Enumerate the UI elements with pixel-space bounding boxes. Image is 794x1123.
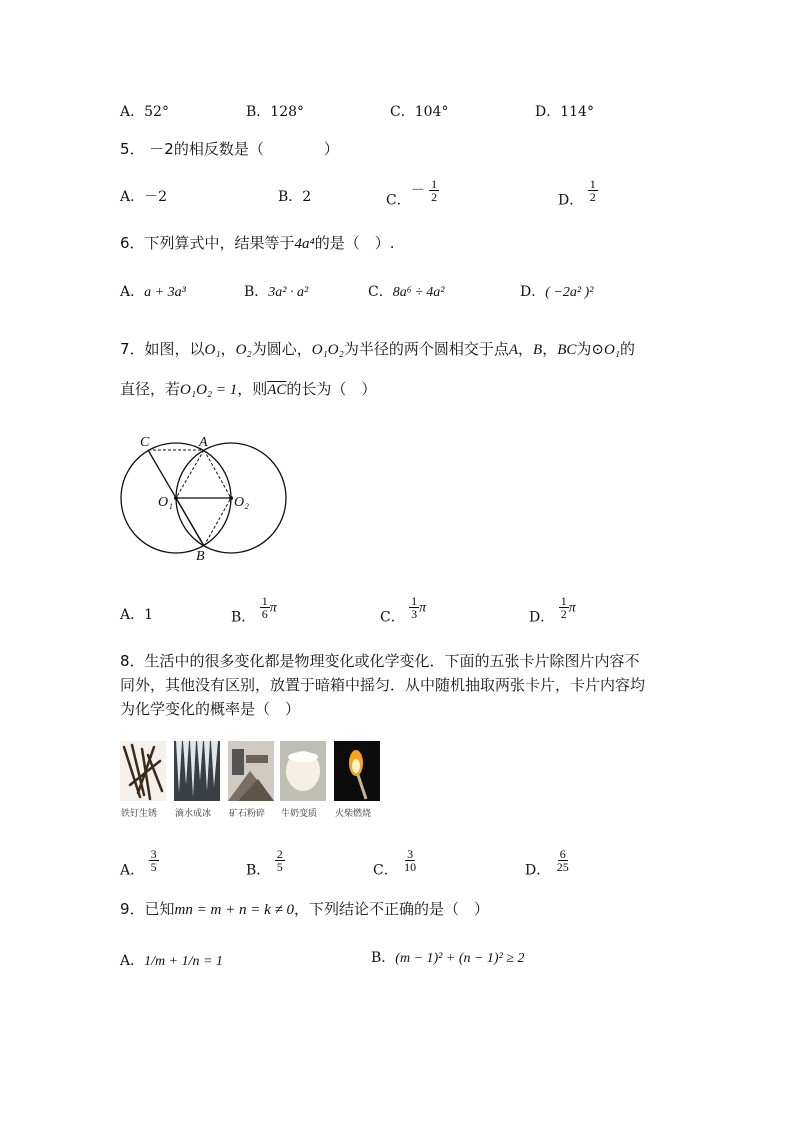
card-caption-4: 牛奶变质 bbox=[281, 809, 318, 819]
q8-stem-line3: 为化学变化的概率是（ ） bbox=[120, 700, 301, 718]
q5-option-d: D． $\frac{1}{2}$ bbox=[558, 177, 596, 209]
dashed-ao2 bbox=[204, 450, 231, 498]
q4-option-b: B．128° bbox=[246, 104, 305, 120]
q5-option-a: A．－2 bbox=[120, 189, 168, 205]
q7-option-c: C． $\frac{1}{3}$ π bbox=[380, 594, 427, 626]
q9-stem: 9．已知mn = m + n = k ≠ 0，下列结论不正确的是（ ） bbox=[120, 900, 489, 918]
q9-option-b: B．(m − 1)² + (n − 1)² ≥ 2 bbox=[371, 950, 525, 966]
segment-bo1 bbox=[176, 498, 204, 546]
point-o2 bbox=[229, 496, 233, 500]
label-o2: O₂ bbox=[234, 495, 249, 510]
label-o1: O₁ bbox=[158, 495, 173, 510]
q8-stem-line2: 同外，其他没有区别，放置于暗箱中摇匀．从中随机抽取两张卡片，卡片内容均 bbox=[120, 676, 646, 694]
q7-stem-line2: 直径，若O₁O₂ = 1，则$\overline{AC}$的长为（ ） bbox=[120, 380, 377, 398]
card-image-burning-match bbox=[334, 741, 380, 801]
card-caption-1: 铁钉生锈 bbox=[121, 809, 158, 819]
card-image-ore-crushing bbox=[228, 741, 274, 801]
q4-option-d: D．114° bbox=[535, 104, 594, 120]
q6-stem: 6．下列算式中，结果等于4a⁴的是（ ）. bbox=[120, 234, 395, 252]
label-b: B bbox=[196, 549, 205, 564]
q4-option-c: C．104° bbox=[390, 104, 449, 120]
q7-option-d: D． $\frac{1}{2}$ π bbox=[529, 594, 576, 626]
card-caption-3: 矿石粉碎 bbox=[229, 809, 266, 819]
q7-circles-figure bbox=[112, 430, 297, 565]
q4-option-a: A．52° bbox=[120, 104, 169, 120]
q8-option-a: A． $\frac{3}{5}$ bbox=[120, 847, 157, 879]
label-a: A bbox=[199, 435, 208, 450]
card-caption-2: 滴水成冰 bbox=[175, 809, 212, 819]
q7-stem-line1: 7．如图，以O₁，O₂为圆心，O₁O₂为半径的两个圆相交于点A，B，BC为⊙O₁的 bbox=[120, 340, 636, 358]
label-c: C bbox=[140, 435, 150, 450]
point-o1 bbox=[174, 496, 178, 500]
card-image-rusty-nails bbox=[120, 741, 166, 801]
dashed-bo2 bbox=[204, 498, 231, 546]
q5-stem: 5． －2的相反数是（ ） bbox=[120, 140, 339, 158]
card-caption-5: 火柴燃烧 bbox=[335, 809, 372, 819]
q5-option-c: C．－ $\frac{1}{2}$ bbox=[386, 177, 438, 209]
q7-option-a: A．1 bbox=[120, 607, 154, 623]
q8-stem-line1: 8．生活中的很多变化都是物理变化或化学变化．下面的五张卡片除图片内容不 bbox=[120, 652, 640, 670]
q6-option-b: B．3a² · a² bbox=[244, 284, 309, 300]
q6-option-c: C．8a⁶ ÷ 4a² bbox=[368, 284, 445, 300]
q6-option-d: D．( −2a² )² bbox=[520, 284, 594, 300]
q8-option-c: C． $\frac{3}{10}$ bbox=[373, 847, 417, 879]
card-image-milk-glass bbox=[280, 741, 326, 801]
q7-option-b: B． $\frac{1}{6}$ π bbox=[231, 594, 277, 626]
q8-option-b: B． $\frac{2}{5}$ bbox=[246, 847, 283, 879]
q8-option-d: D． $\frac{6}{25}$ bbox=[525, 847, 569, 879]
card-image-icicles bbox=[174, 741, 220, 801]
q6-option-a: A．a + 3a³ bbox=[120, 284, 186, 300]
q5-option-b: B．2 bbox=[278, 189, 312, 205]
dashed-ao1 bbox=[176, 450, 204, 498]
q9-option-a: A．1/m + 1/n = 1 bbox=[120, 953, 223, 969]
